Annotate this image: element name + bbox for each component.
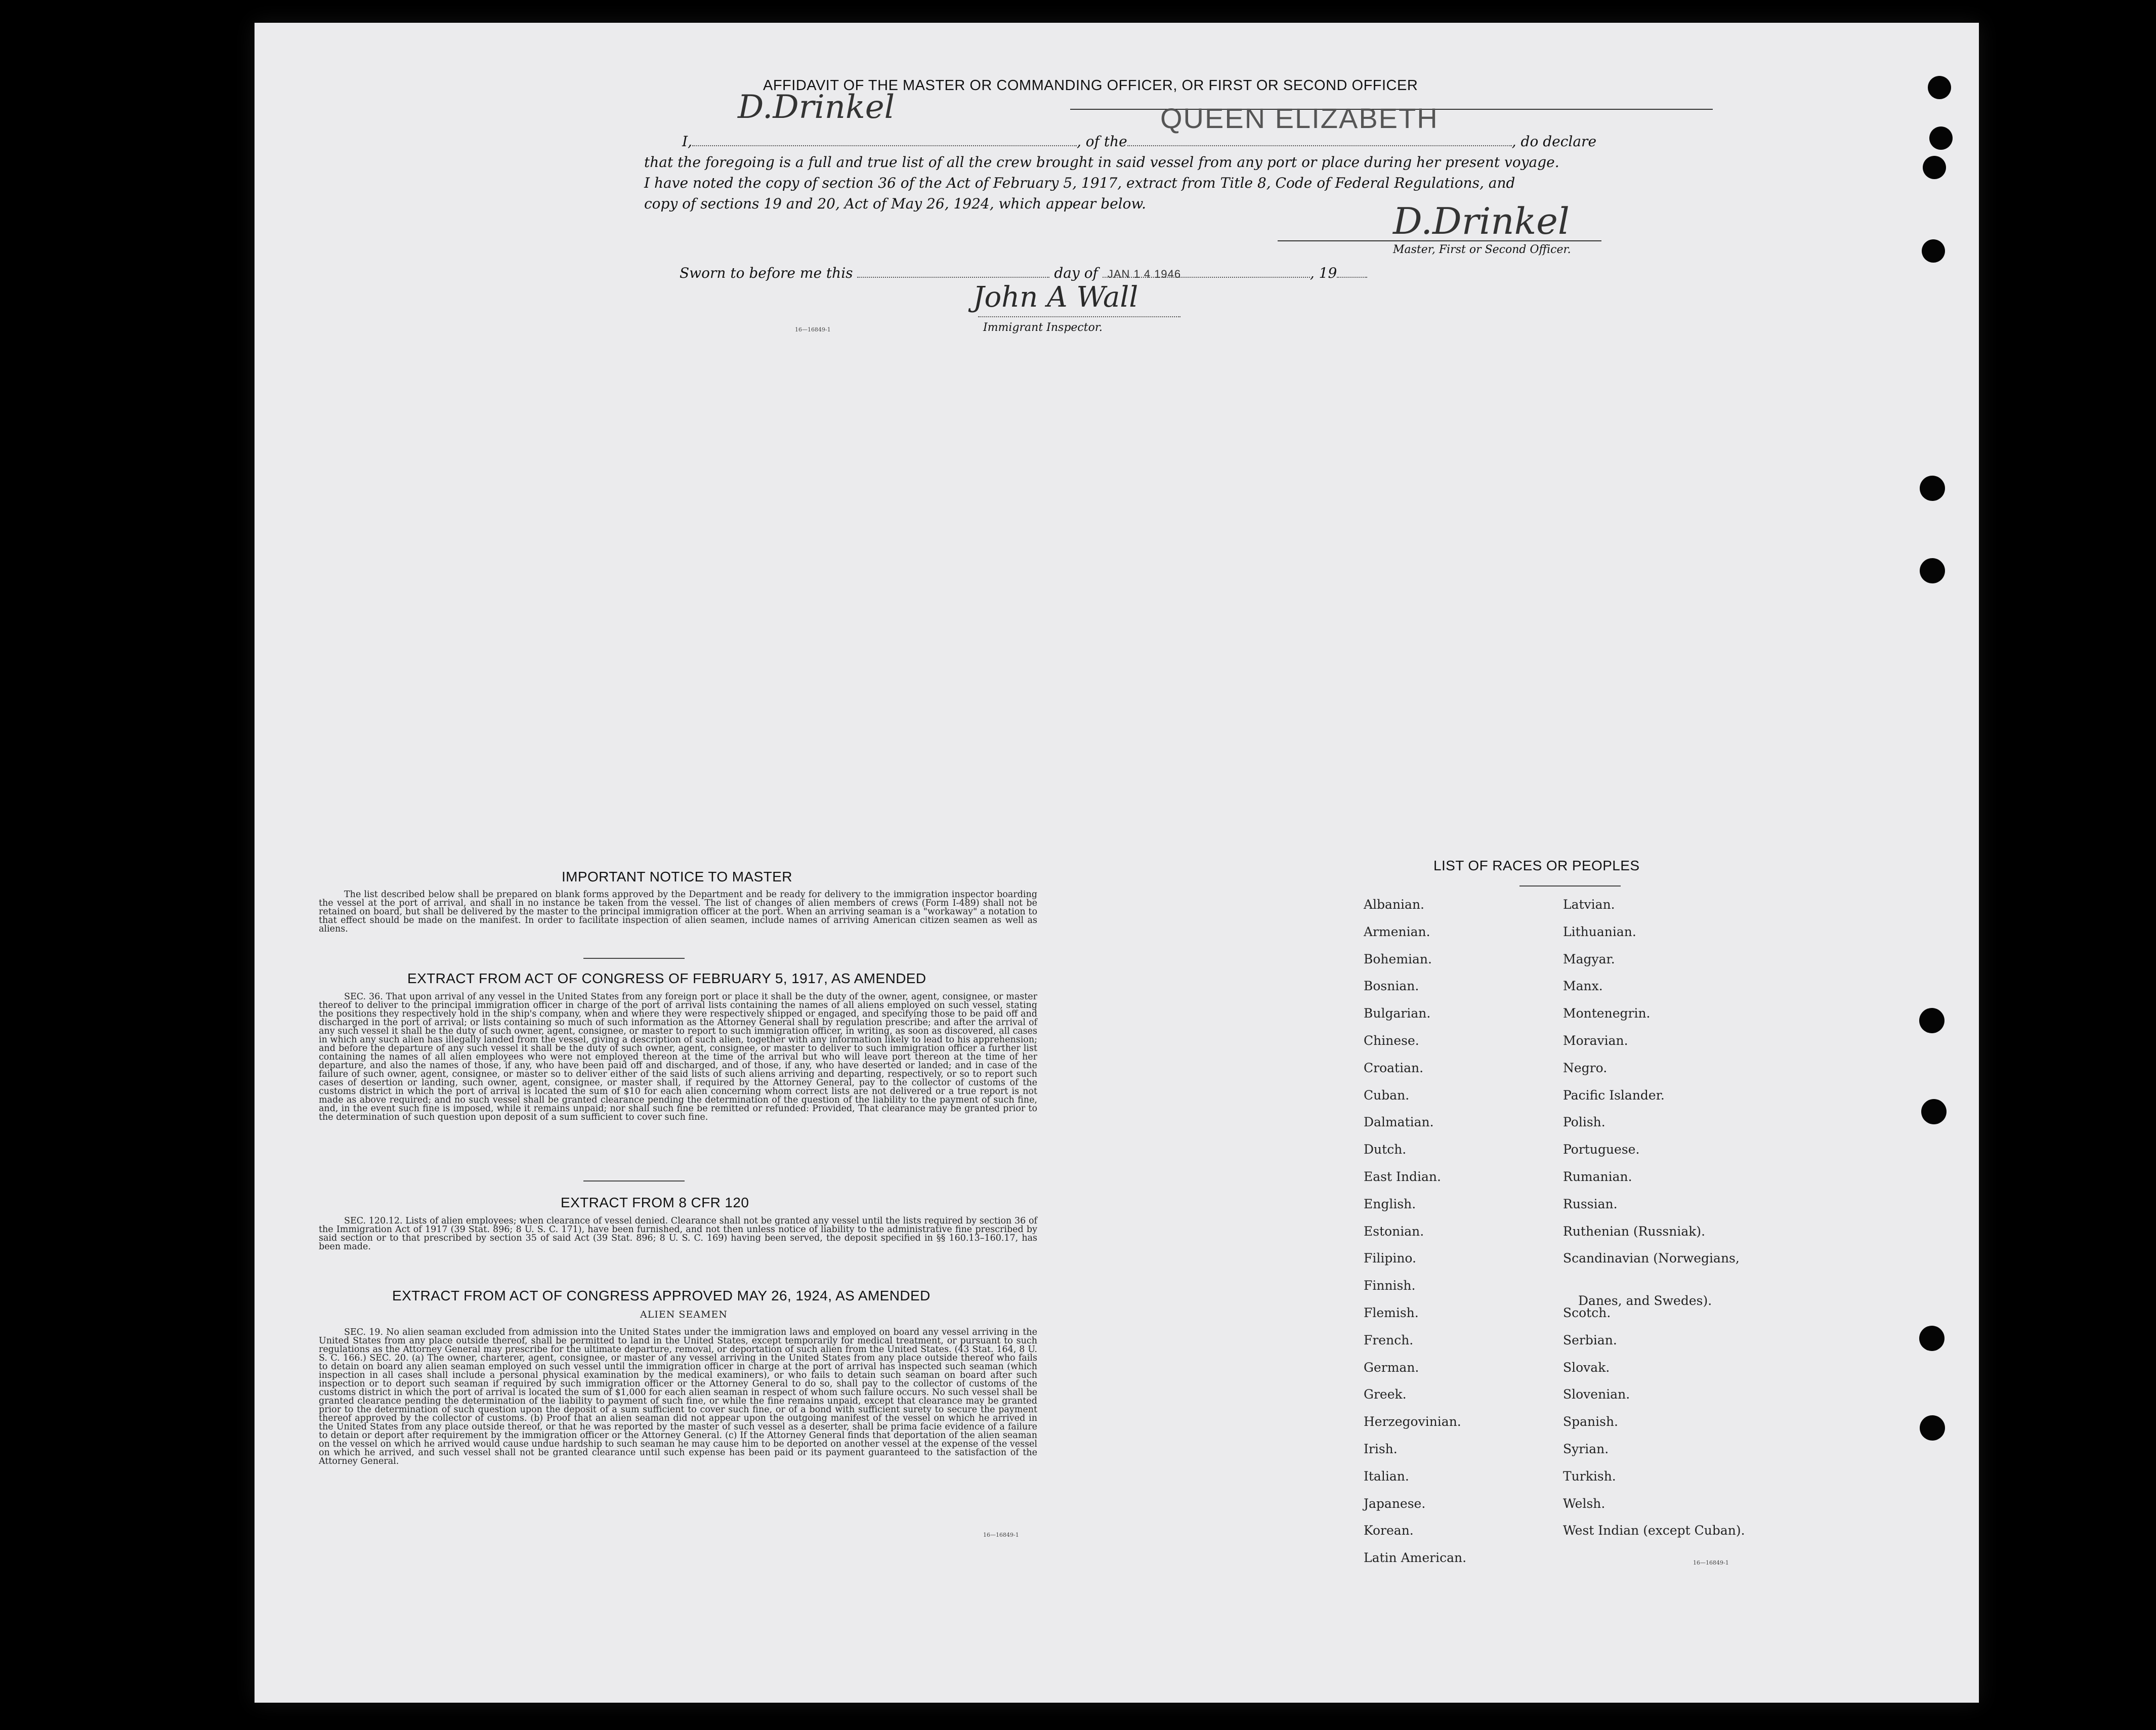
race-item: Estonian. (1364, 1223, 1424, 1239)
vessel-blank (1127, 145, 1512, 146)
punch-hole (1920, 1415, 1945, 1441)
race-item: Bulgarian. (1364, 1006, 1431, 1021)
punch-hole (1921, 1099, 1947, 1124)
affidavit-i: I, (682, 133, 692, 150)
extract1-title: EXTRACT FROM ACT OF CONGRESS OF FEBRUARY 5, 1917, AS AMENDED (407, 971, 926, 986)
race-item: Welsh. (1563, 1496, 1605, 1511)
race-item: Latin American. (1364, 1550, 1467, 1566)
affidavit-line-2: that the foregoing is a full and true list of all the crew brought in said vessel from any port or place during her present voyage. (644, 154, 1559, 171)
sworn-day-of: day of (1054, 265, 1098, 281)
race-item: East Indian. (1364, 1169, 1441, 1184)
punch-hole (1923, 156, 1946, 179)
race-item: Armenian. (1364, 924, 1430, 939)
form-number-races: 16—16849-1 (1693, 1559, 1729, 1566)
ship-name-stamp: QUEEN ELIZABETH (1160, 102, 1439, 134)
year-blank (1337, 277, 1367, 278)
race-item: Greek. (1364, 1387, 1407, 1402)
punch-hole (1929, 126, 1953, 150)
affidavit-of-the: , of the (1076, 133, 1127, 150)
race-item: Serbian. (1563, 1332, 1617, 1347)
race-item: West Indian (except Cuban). (1563, 1523, 1745, 1538)
punch-hole (1922, 239, 1945, 263)
punch-hole (1919, 1008, 1944, 1033)
race-item: Filipino. (1364, 1251, 1416, 1266)
race-item: Turkish. (1563, 1468, 1616, 1484)
race-item: Bohemian. (1364, 951, 1432, 966)
race-item: Latvian. (1563, 897, 1615, 912)
race-item: Croatian. (1364, 1060, 1424, 1075)
race-item: Irish. (1364, 1442, 1398, 1456)
race-item: Herzegovinian. (1364, 1414, 1461, 1429)
race-item: Chinese. (1364, 1033, 1419, 1048)
race-item: Montenegrin. (1563, 1006, 1651, 1021)
punch-hole (1920, 476, 1945, 501)
form-page (255, 23, 1979, 1703)
races-title: LIST OF RACES OR PEOPLES (1433, 858, 1640, 873)
race-item: Japanese. (1364, 1496, 1426, 1511)
race-item: Italian. (1364, 1468, 1409, 1484)
race-item: Manx. (1563, 979, 1603, 994)
master-signature-top: D.Drinkel (738, 89, 895, 126)
race-item: Moravian. (1563, 1033, 1628, 1048)
extract3-subtitle: ALIEN SEAMEN (640, 1309, 728, 1320)
sworn-blank (857, 277, 1049, 278)
name-blank (692, 145, 1077, 146)
sworn-line (680, 265, 1367, 281)
master-signature-rule (1278, 240, 1601, 241)
notice-text: The list described below shall be prepared on blank forms approved by the Department and be ready for delivery to the immigration inspector boarding the vessel at the port of arrival, and shall in no instance be taken from the vessel. The list of changes of alien members of crews (Form I-489) shall not be retained on board, but shall be delivered by the master to the principal immigration officer at the port. When an arriving seaman is a "workaway" a notation to that effect should be made on the manifest. In order to facilitate inspection of alien seamen, include names of arriving American citizen seamen as well as aliens. (319, 890, 1037, 934)
race-item: Pacific Islander. (1563, 1087, 1665, 1103)
race-item: Ruthenian (Russniak). (1563, 1223, 1706, 1239)
affidavit-line-3: I have noted the copy of section 36 of the Act of February 5, 1917, extract from Title 8, Code of Federal Regulations, and (644, 175, 1515, 191)
master-signature: D.Drinkel (1393, 200, 1570, 242)
race-item: French. (1364, 1332, 1414, 1347)
race-item: Russian. (1563, 1196, 1618, 1211)
extract3-title: EXTRACT FROM ACT OF CONGRESS APPROVED MAY 26, 1924, AS AMENDED (392, 1288, 931, 1303)
race-item: German. (1364, 1360, 1419, 1375)
punch-hole (1920, 558, 1945, 583)
race-item: English. (1364, 1196, 1416, 1211)
race-item: Polish. (1563, 1115, 1605, 1130)
affidavit-line-1 (682, 133, 1596, 150)
inspector-signature: John A Wall (973, 281, 1138, 314)
sworn-date-blank (1103, 268, 1310, 280)
divider-1 (583, 958, 685, 959)
race-item: Albanian. (1364, 897, 1425, 912)
race-item: Dalmatian. (1364, 1115, 1434, 1130)
extract3-text: SEC. 19. No alien seaman excluded from admission into the United States under the immigration laws and employed on board any vessel arriving in the United States from any place outside thereof, shall be permitted to land in the United States, except temporarily for medical treatment, or pursuant to such regulations as the Attorney General may prescribe for the ultimate departure, removal, or deportation of such alien from the United States. (43 Stat. 164, 8 U. S. C. 166.) SEC. 20. (a) The owner, charterer, agent, consignee, or master of any vessel arriving in the United States from any place outside thereof who fails to detain on board any alien seaman employed on such vessel until the immigration officer in charge at the port of arrival has inspected such seaman (which inspection in all cases shall include a personal physical examination by the medical examiners), or who fails to detain such seaman on board after such inspection or to deport such seaman if required by such immigration officer or the Attorney General to do so, shall pay to the collector of customs of the customs district in which the port of arrival is located the sum of $1,000 for each alien seaman in respect of whom such failure occurs. No such vessel shall be granted clearance pending the determination of the liability to payment of such fine, or while the fine remains unpaid, except that clearance may be granted prior to the determination of such question upon the deposit of a sum sufficient to cover such fine, or of a bond with sufficient surety to secure the payment thereof approved by the collector of customs. (b) Proof that an alien seaman did not appear upon the outgoing manifest of the vessel on which he arrived in the United States from any place outside thereof, or that he was reported by the master of such vessel as a deserter, shall be prima facie evidence of a failure to detain or deport after requirement by the immigration officer or the Attorney General. (c) If the Attorney General finds that deportation of the alien seaman on the vessel on which he arrived would cause undue hardship to such seaman he may cause him to be deported on another vessel at the expense of the vessel on which he arrived, and such vessel shall not be granted clearance until such expense has been paid or its payment guaranteed to the satisfaction of the Attorney General. (319, 1327, 1037, 1466)
race-item: Magyar. (1563, 951, 1615, 966)
race-item: Spanish. (1563, 1414, 1619, 1429)
extract2-title: EXTRACT FROM 8 CFR 120 (561, 1195, 749, 1210)
extract1-text: SEC. 36. That upon arrival of any vessel in the United States from any foreign port or place it shall be the duty of the owner, agent, consignee, or master thereof to deliver to the principal immigration officer in charge of the port of arrival lists containing the names of all aliens employed on such vessel, stating the positions they respectively hold in the ship's company, when and where they were respectively shipped or engaged, and specifying those to be paid off and discharged in the port of arrival; or lists containing so much of such information as the Attorney General shall by regulation prescribe; and after the arrival of any such vessel it shall be the duty of such owner, agent, consignee, or master to report to such immigration officer, in writing, as soon as discovered, all cases in which any such alien has illegally landed from the vessel, giving a description of such alien, together with any information likely to lead to his apprehension; and before the departure of any such vessel it shall be the duty of such owner, agent, consignee, or master to deliver to such immigration officer a further list containing the names of all alien employees who were not employed thereon at the time of the arrival but who will leave port thereon at the time of her departure, and also the names of those, if any, who have been paid off and discharged, and of those, if any, who have deserted or landed; and in case of the failure of such owner, agent, consignee, or master so to deliver either of the said lists of such aliens arriving and departing, respectively, or so to report such cases of desertion or landing, such owner, agent, consignee, or master shall, if required by the Attorney General, pay to the collector of customs of the customs district in which the port of arrival is located the sum of $10 for each alien concerning whom correct lists are not delivered or a true report is not made as above required; and no such vessel shall be granted clearance pending the determination of the question of the liability to the payment of such fine, and, in the event such fine is imposed, while it remains unpaid; nor shall such fine be remitted or refunded: Provided, That clearance may be granted prior to the determination of such question upon deposit of a sum sufficient to cover such fine. (319, 992, 1037, 1122)
race-item: Scandinavian (Norwegians, (1563, 1251, 1740, 1266)
races-divider (1519, 885, 1621, 887)
punch-hole (1928, 76, 1951, 99)
sworn-label: Sworn to before me this (680, 265, 853, 281)
master-signature-caption: Master, First or Second Officer. (1393, 243, 1571, 256)
race-item: Danes, and Swedes). (1578, 1293, 1712, 1309)
race-item: Finnish. (1364, 1278, 1416, 1293)
race-item: Negro. (1563, 1060, 1608, 1075)
race-item: Lithuanian. (1563, 924, 1636, 939)
sworn-year: , 19 (1309, 265, 1337, 281)
race-item: Bosnian. (1364, 979, 1419, 994)
race-item: Dutch. (1364, 1142, 1407, 1157)
race-item: Slovak. (1563, 1360, 1610, 1375)
extract2-text: SEC. 120.12. Lists of alien employees; when clearance of vessel denied. Clearance shall not be granted any vessel until the lists required by section 36 of the Immigration Act of 1917 (39 Stat. 896; 8 U. S. C. 171), have been furnished, and not then unless notice of liability to the administrative fine prescribed by said section or to that prescribed by section 35 of said Act (39 Stat. 896; 8 U. S. C. 169) having been served, the deposit specified in §§ 160.13–160.17, has been made. (319, 1216, 1037, 1252)
race-item: Rumanian. (1563, 1169, 1632, 1184)
punch-hole (1919, 1326, 1944, 1351)
race-item: Scotch. (1563, 1305, 1611, 1320)
race-item: Portuguese. (1563, 1142, 1640, 1157)
affidavit-line-4: copy of sections 19 and 20, Act of May 26, 1924, which appear below. (644, 195, 1147, 212)
affidavit-declare: , do declare (1511, 133, 1597, 150)
race-item: Cuban. (1364, 1087, 1410, 1103)
race-item: Syrian. (1563, 1442, 1609, 1456)
divider-2 (583, 1180, 685, 1182)
affidavit-title: AFFIDAVIT OF THE MASTER OR COMMANDING OFFICER, OR FIRST OR SECOND OFFICER (763, 77, 1418, 94)
race-item: Flemish. (1364, 1305, 1419, 1320)
inspector-caption: Immigrant Inspector. (983, 321, 1103, 334)
sworn-date-stamp: JAN 1 4 1946 (1107, 268, 1181, 280)
inspector-rule (978, 316, 1180, 317)
form-number-top: 16—16849-1 (795, 326, 831, 333)
race-item: Korean. (1364, 1523, 1414, 1538)
notice-title: IMPORTANT NOTICE TO MASTER (562, 869, 792, 884)
race-item: Slovenian. (1563, 1387, 1630, 1402)
form-number-notice: 16—16849-1 (983, 1532, 1019, 1538)
